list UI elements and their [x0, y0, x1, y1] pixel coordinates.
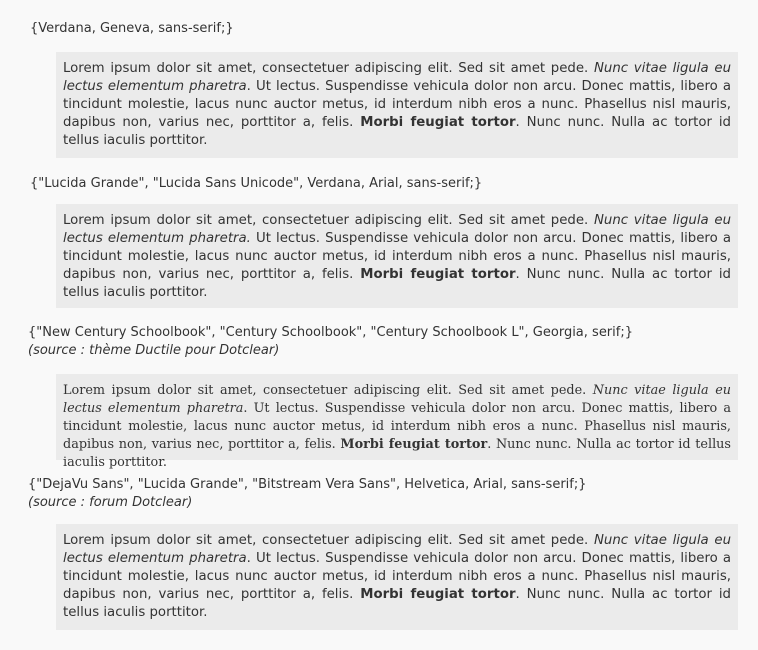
sample-text-regular: Lorem ipsum dolor sit amet, consectetuer adipiscing elit. Sed sit amet pede.: [63, 533, 594, 548]
source-note: (source : forum Dotclear): [28, 495, 193, 510]
sample-text-regular: . Ut lectus. Suspendisse vehicula dolor non arcu. Donec mattis, libero a tincidunt molestie, lacus nunc auctor metus, id interdum nibh eros a nunc. Phasellus nisl mauris, dapibus non, varius nec, porttitor a, felis.: [63, 79, 731, 130]
sample-text-bold: Morbi feugiat tortor: [360, 587, 516, 602]
sample-paragraph-lucida: [56, 204, 738, 308]
font-stack-label-verdana: [30, 20, 234, 38]
sample-text-regular: . Ut lectus. Suspendisse vehicula dolor non arcu. Donec mattis, libero a tincidunt molestie, lacus nunc auctor metus, id interdum nibh eros a nunc. Phasellus nisl mauris, dapibus non, varius nec, porttitor a, felis.: [63, 401, 731, 452]
sample-text-regular: . Ut lectus. Suspendisse vehicula dolor non arcu. Donec mattis, libero a tincidunt molestie, lacus nunc auctor metus, id interdum nibh eros a nunc. Phasellus nisl mauris, dapibus non, varius nec, porttitor a, felis.: [63, 551, 731, 602]
sample-text-regular: . Nunc nunc. Nulla ac tortor id tellus iaculis porttitor.: [63, 267, 731, 300]
sample-text-regular: Ut lectus. Suspendisse vehicula dolor non arcu. Donec mattis, libero a tincidunt molestie, lacus nunc auctor metus, id interdum nibh eros a nunc. Phasellus nisl mauris, dapibus non, varius nec, porttitor a, felis.: [63, 231, 731, 282]
sample-text-bold: Morbi feugiat tortor: [340, 437, 488, 452]
sample-text-italic: Nunc vitae ligula eu lectus elementum pharetra.: [63, 213, 731, 246]
sample-text-regular: Lorem ipsum dolor sit amet, consectetuer adipiscing elit. Sed sit amet pede.: [63, 383, 593, 398]
source-note: (source : thème Ductile pour Dotclear): [28, 343, 280, 358]
sample-text-bold: Morbi feugiat tortor: [360, 267, 516, 282]
font-stack-label-century: [28, 324, 633, 360]
sample-text-regular: . Nunc nunc. Nulla ac tortor id tellus iaculis porttitor.: [63, 115, 731, 148]
font-stack-text: {"Lucida Grande", "Lucida Sans Unicode", Verdana, Arial, sans-serif;}: [30, 176, 483, 191]
sample-text-regular: Lorem ipsum dolor sit amet, consectetuer adipiscing elit. Sed sit amet pede.: [63, 61, 594, 76]
sample-text-italic: Nunc vitae ligula eu lectus elementum pharetra: [63, 383, 732, 416]
sample-text-italic: Nunc vitae ligula eu lectus elementum pharetra: [63, 61, 731, 94]
sample-text-regular: Lorem ipsum dolor sit amet, consectetuer adipiscing elit. Sed sit amet pede.: [63, 213, 594, 228]
sample-text-regular: . Nunc nunc. Nulla ac tortor id tellus iaculis porttitor.: [63, 437, 731, 470]
sample-text-italic: Nunc vitae ligula eu lectus elementum pharetra: [63, 533, 731, 566]
font-stack-text: {"DejaVu Sans", "Lucida Grande", "Bitstream Vera Sans", Helvetica, Arial, sans-serif;}: [28, 477, 587, 492]
font-stack-label-dejavu: [28, 476, 587, 512]
sample-text-bold: Morbi feugiat tortor: [360, 115, 516, 130]
sample-paragraph-dejavu: [56, 524, 738, 630]
sample-paragraph-century: [56, 374, 738, 470]
font-stack-text: {Verdana, Geneva, sans-serif;}: [30, 21, 234, 36]
sample-text-regular: . Nunc nunc. Nulla ac tortor id tellus iaculis porttitor.: [63, 587, 731, 620]
sample-paragraph-verdana: [56, 52, 738, 158]
font-stack-label-lucida: [30, 175, 482, 193]
font-stack-text: {"New Century Schoolbook", "Century Schoolbook", "Century Schoolbook L", Georgia, serif;}: [28, 325, 633, 340]
